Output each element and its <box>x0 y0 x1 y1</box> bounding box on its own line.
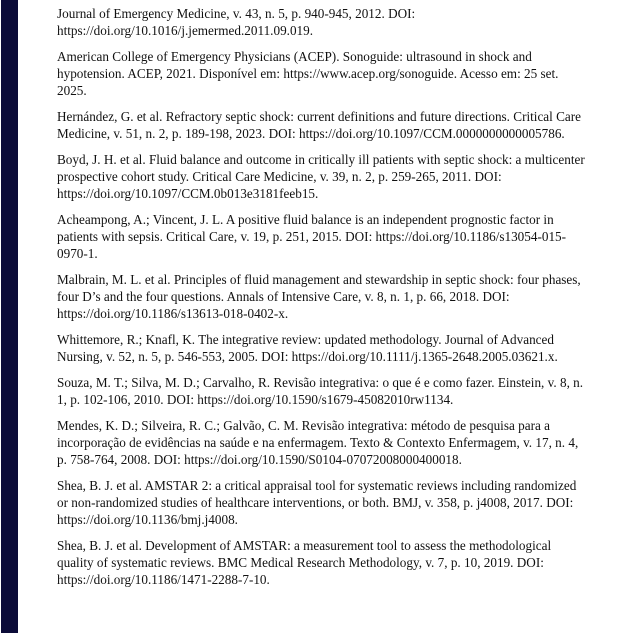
reference-entry: Boyd, J. H. et al. Fluid balance and outcome in critically ill patients with septic shock: a multicenter prospective cohort study. Critical Care Medicine, v. 39, n. 2, p. 259-265, 2011. DOI: https://doi.org/10.1097/CCM.0b013e3181feeb15. <box>57 152 585 201</box>
reference-entry: Shea, B. J. et al. Development of AMSTAR: a measurement tool to assess the methodological quality of systematic reviews. BMC Medical Research Methodology, v. 7, p. 10, 2019. DOI: https://doi.org/10.1186/1471-2288-7-10. <box>57 538 552 587</box>
reference-entry: Malbrain, M. L. et al. Principles of fluid management and stewardship in septic shock: four phases, four D’s and the four questions. Annals of Intensive Care, v. 8, n. 1, p. 66, 2018. DOI: https://doi.org/10.1186/s13613-018-0402-x. <box>57 272 581 321</box>
references-list <box>57 5 585 597</box>
reference-entry: Hernández, G. et al. Refractory septic shock: current definitions and future directions. Critical Care Medicine, v. 51, n. 2, p. 189-198, 2023. DOI: https://doi.org/10.1097/CCM.0000000000005786. <box>57 109 582 141</box>
reference-entry: American College of Emergency Physicians (ACEP). Sonoguide: ultrasound in shock and hypotension. ACEP, 2021. Disponível em: https://www.acep.org/sonoguide. Acesso em: 25 set. 2025. <box>57 49 559 98</box>
reference-entry: Acheampong, A.; Vincent, J. L. A positive fluid balance is an independent prognostic factor in patients with sepsis. Critical Care, v. 19, p. 251, 2015. DOI: https://doi.org/10.1186/s13054-015-0970-1. <box>57 212 567 261</box>
reference-entry: Shea, B. J. et al. AMSTAR 2: a critical appraisal tool for systematic reviews including randomized or non-randomized studies of healthcare interventions, or both. BMJ, v. 358, p. j4008, 2017. DOI: https://doi.org/10.1136/bmj.j4008. <box>57 478 577 527</box>
left-margin-bar <box>1 0 18 633</box>
reference-entry: Journal of Emergency Medicine, v. 43, n. 5, p. 940-945, 2012. DOI: https://doi.org/10.1016/j.jemermed.2011.09.019. <box>57 6 416 38</box>
reference-entry: Souza, M. T.; Silva, M. D.; Carvalho, R. Revisão integrativa: o que é e como fazer. Einstein, v. 8, n. 1, p. 102-106, 2010. DOI: https://doi.org/10.1590/s1679-45082010rw1134. <box>57 375 584 407</box>
reference-entry: Mendes, K. D.; Silveira, R. C.; Galvão, C. M. Revisão integrativa: método de pesquisa para a incorporação de evidências na saúde e na enfermagem. Texto & Contexto Enfermagem, v. 17, n. 4, p. 758-764, 2008. DOI: https://doi.org/10.1590/S0104-07072008000400018. <box>57 418 579 467</box>
reference-entry: Whittemore, R.; Knafl, K. The integrative review: updated methodology. Journal of Advanced Nursing, v. 52, n. 5, p. 546-553, 2005. DOI: https://doi.org/10.1111/j.1365-2648.2005.03621.x. <box>57 332 558 364</box>
